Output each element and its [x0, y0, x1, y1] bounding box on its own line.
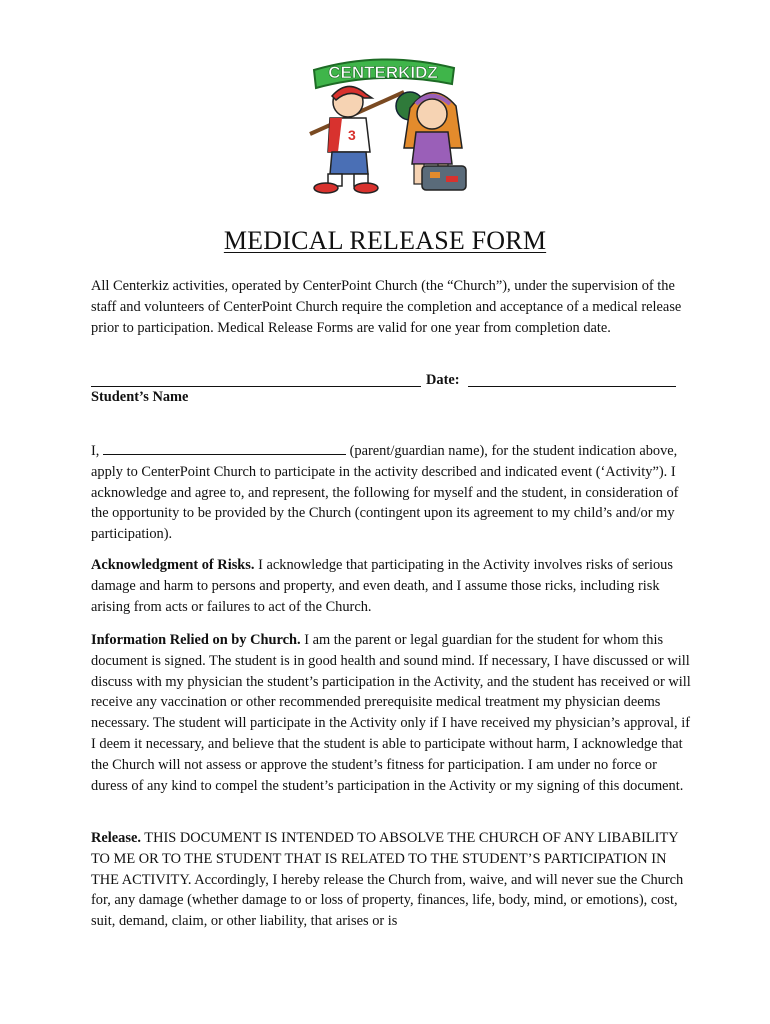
info-body: I am the parent or legal guardian for the student for whom this document is signed. The student is in good health and sound mind. If necessary, I have discussed or will discuss with my physician the student’s participation in the Activity, and the student has received or will receive any vaccination or other recommended prerequisite medical treatment my physician deems necessary. The student will participate in the Activity only if I have received my physician’s approval, if I deem it necessary, and believe that the student is able to participate without harm, I acknowledge that the Church will not assess or approve the student’s fitness for participation. I am under no force or duress of any kind to compel the student’s participation in the Activity or my signing of this document. [91, 632, 691, 794]
girl-illustration [404, 92, 466, 190]
release-body: THIS DOCUMENT IS INTENDED TO ABSOLVE THE CHURCH OF ANY LIBABILITY TO ME OR TO THE STUDENT THAT IS RELATED TO THE STUDENT’S PARTICIPATION IN THE ACTIVITY. Accordingly, I hereby release the Church from, waive, and will never sue the Church for, any damage (whether damage to or loss of property, finances, life, body, mind, or emotions), cost, suit, demand, claim, or other liability, that arises or is [91, 830, 684, 930]
date-field[interactable] [468, 386, 676, 387]
release-heading: Release. [91, 830, 141, 846]
risks-heading: Acknowledgment of Risks. [91, 557, 255, 573]
consent-body: (parent/guardian name), for the student indication above, apply to CenterPoint Church to participate in the activity described and indicated event (‘Activity”). I acknowledge and agree to, and represent, the following for myself and the student, in consideration of the opportunity to be provided by the Church (contingent upon its agreement to my child’s and/or my participation). [91, 443, 679, 543]
info-heading: Information Relied on by Church. [91, 632, 301, 648]
info-paragraph [91, 630, 691, 796]
risks-body: I acknowledge that participating in the Activity involves risks of serious damage and harm to persons and property, and even death, and I assume those ricks, including risk arising from acts or failures to act of the Church. [91, 557, 673, 615]
parent-guardian-name-field[interactable] [103, 442, 346, 455]
form-title-text: MEDICAL RELEASE FORM [223, 226, 547, 255]
centerkidz-logo [292, 48, 474, 196]
student-name-label: Student’s Name [91, 389, 189, 405]
consent-paragraph [91, 441, 691, 545]
form-title [0, 226, 770, 256]
intro-paragraph: All Centerkiz activities, operated by CenterPoint Church (the “Church”), under the supervision of the staff and volunteers of CenterPoint Church require the completion and acceptance of a medical release prior to participation. Medical Release Forms are valid for one year from completion date. [91, 278, 682, 336]
consent-prefix: I, [91, 443, 100, 459]
date-label: Date: [426, 372, 460, 388]
release-paragraph [91, 828, 691, 932]
risks-paragraph [91, 555, 691, 617]
student-name-field[interactable] [91, 386, 421, 387]
student-date-row [91, 371, 681, 391]
logo-wordmark-text: CENTERKIDZ [328, 63, 438, 82]
jersey-number: 3 [348, 127, 356, 143]
